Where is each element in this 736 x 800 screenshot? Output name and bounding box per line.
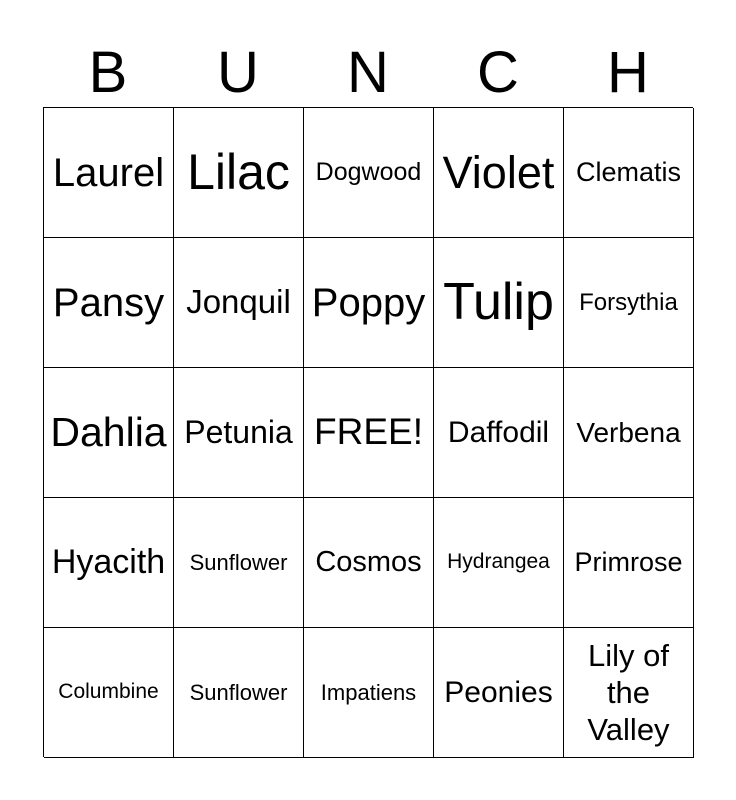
bingo-cell[interactable]	[44, 108, 174, 238]
header-letter-h: H	[607, 40, 649, 105]
header-letter-b: B	[88, 40, 128, 105]
cell-label: Sunflower	[189, 679, 288, 705]
cell-label: Dogwood	[315, 158, 422, 187]
bingo-cell[interactable]	[44, 368, 174, 498]
bingo-cell[interactable]	[174, 498, 304, 628]
cell-label: Peonies	[444, 675, 553, 709]
cell-label: Verbena	[576, 416, 681, 448]
bingo-cell[interactable]	[174, 108, 304, 238]
bingo-cell[interactable]	[44, 238, 174, 368]
bingo-cell[interactable]	[434, 108, 564, 238]
cell-label: Columbine	[58, 680, 159, 704]
cell-label: Dahlia	[50, 408, 167, 455]
cell-label: Violet	[442, 146, 555, 198]
bingo-cell[interactable]	[174, 238, 304, 368]
cell-label: Hyacith	[51, 542, 166, 581]
cell-label: Pansy	[52, 280, 165, 325]
header-letter-c: C	[477, 40, 519, 105]
bingo-header	[43, 38, 693, 108]
cell-label: Clematis	[575, 157, 682, 188]
bingo-cell[interactable]	[564, 498, 694, 628]
cell-label: Jonquil	[186, 283, 291, 321]
free-space-label: FREE!	[314, 411, 423, 453]
bingo-cell[interactable]	[564, 238, 694, 368]
bingo-cell[interactable]	[174, 628, 304, 758]
bingo-cell[interactable]	[434, 238, 564, 368]
bingo-cell[interactable]	[564, 368, 694, 498]
cell-label: Lily of the Valley	[587, 637, 670, 748]
bingo-cell[interactable]	[304, 368, 434, 498]
bingo-cell[interactable]	[434, 628, 564, 758]
cell-label: Petunia	[184, 413, 293, 450]
cell-label: Sunflower	[189, 549, 288, 575]
bingo-cell[interactable]	[174, 368, 304, 498]
bingo-cell[interactable]	[44, 628, 174, 758]
cell-label: Daffodil	[447, 415, 550, 449]
bingo-cell[interactable]	[434, 498, 564, 628]
bingo-cell[interactable]	[304, 628, 434, 758]
bingo-cell[interactable]	[304, 108, 434, 238]
cell-label: Primrose	[574, 547, 683, 578]
bingo-cell[interactable]	[304, 238, 434, 368]
bingo-cell[interactable]	[44, 498, 174, 628]
cell-label: Hydrangea	[447, 550, 550, 574]
cell-label: Forsythia	[579, 288, 678, 316]
cell-label: Cosmos	[315, 546, 422, 579]
bingo-cell[interactable]	[434, 368, 564, 498]
cell-label: Impatiens	[320, 679, 417, 705]
header-letter-u: U	[217, 40, 259, 105]
cell-label: Laurel	[52, 150, 165, 195]
cell-label: Poppy	[311, 280, 426, 325]
bingo-cell[interactable]	[564, 108, 694, 238]
cell-label: Lilac	[187, 144, 290, 201]
cell-label: Tulip	[443, 273, 554, 332]
bingo-card-grid	[43, 107, 693, 757]
header-letter-n: N	[347, 40, 389, 105]
bingo-cell[interactable]	[564, 628, 694, 758]
bingo-cell[interactable]	[304, 498, 434, 628]
